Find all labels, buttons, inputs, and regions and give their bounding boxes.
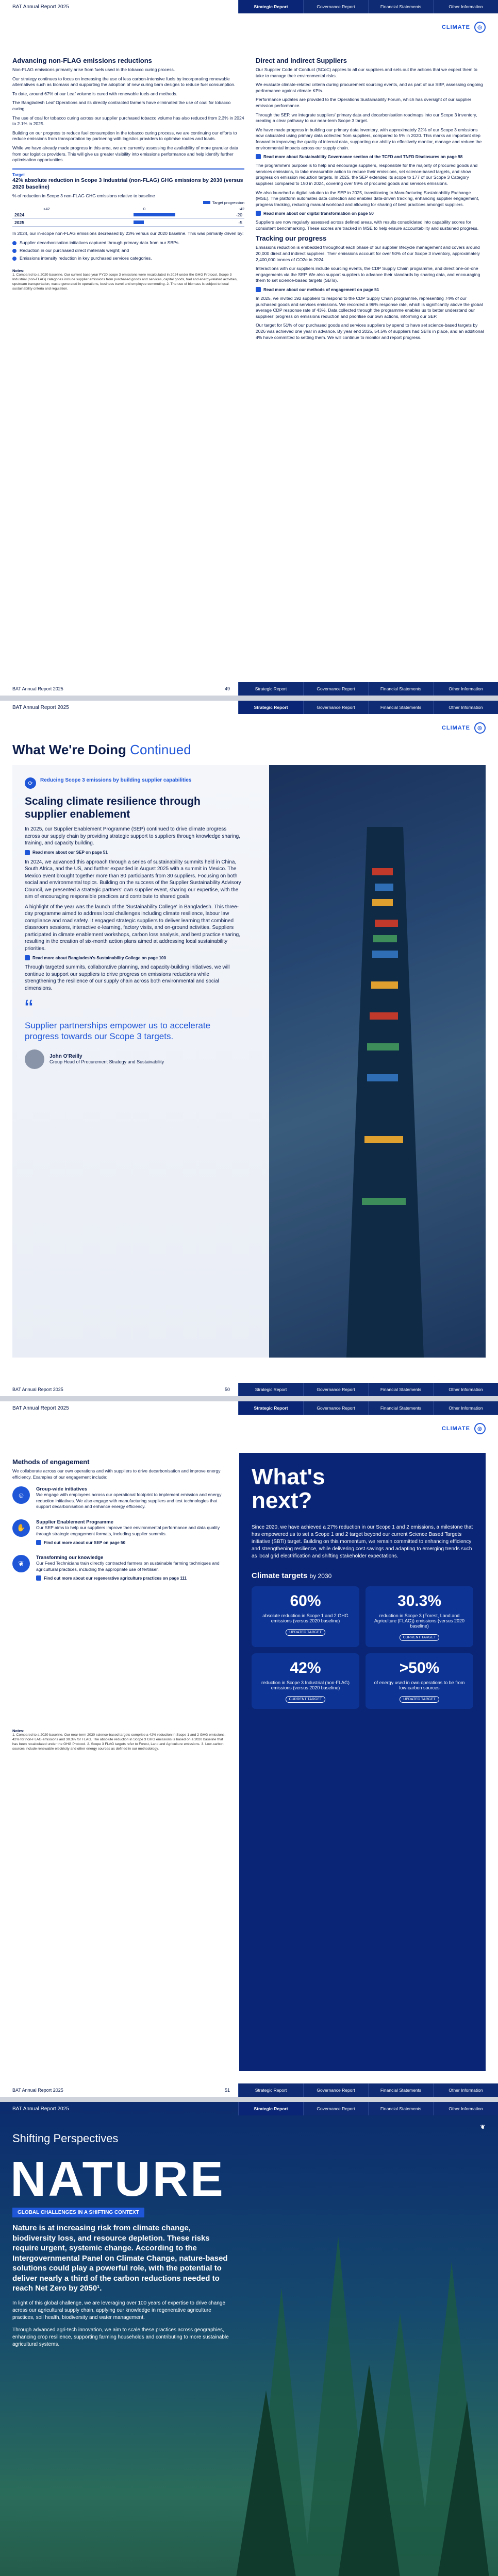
paragraph: In light of this global challenge, we are leveraging over 100 years of expertise to drive change across our agricultural supply chain, applying our knowledge in regenerative agriculture practices, soil health, biodiversity and water management.: [12, 2300, 226, 2320]
paragraph: While we have already made progress in this area, we are currently assessing the availability of more granular data from our logistics providers. This will give us greater visibility into emissions performance and help identify further optimisation opportunities.: [12, 145, 239, 163]
globe-icon: ◎: [474, 722, 486, 734]
paragraph: Suppliers are now regularly assessed across defined areas, with results consolidated into capability scores for consistent benchmarking. These scores are tracked in MSE to help ensure accountability and sustained progress.: [256, 219, 479, 231]
nav-strategic-report[interactable]: Strategic Report: [238, 2102, 303, 2115]
progress-bar-2025: [134, 221, 144, 224]
engagement-column: [12, 1458, 229, 1752]
section-heading: Methods of engagement: [12, 1458, 90, 1466]
badge-text: Reducing Scope 3 emissions by building supplier capabilities: [40, 777, 192, 783]
progress-bar-2024: [134, 213, 175, 216]
link-text: Find out more about our SEP on page 50: [44, 1540, 126, 1545]
target-card: [366, 1653, 473, 1709]
read-more-link[interactable]: [36, 1540, 229, 1545]
item-title: Supplier Enablement Programme: [36, 1519, 113, 1525]
notes: [12, 1728, 229, 1751]
link-text: Read more about Bangladesh's Sustainability College on page 100: [32, 955, 167, 960]
feature-text: [25, 777, 241, 1069]
bullet-icon: [12, 249, 16, 253]
report-title: BAT Annual Report 2025: [12, 686, 63, 691]
card-tag: UPDATED TARGET: [400, 1696, 439, 1703]
item-desc: We engage with employees across our operational footprint to implement emission and energy reduction initiatives. We also engage with manufacturing suppliers and test technologies that support decarbonisation and enhance energy efficiency.: [36, 1492, 222, 1510]
nav-financial-statements[interactable]: Financial Statements: [368, 0, 433, 13]
forest-image: [209, 2133, 498, 2576]
paragraph: A highlight of the year was the launch of the 'Sustainability College' in Bangladesh. This three-day programme aimed to address local challenges including climate resilience, labour law compliance and road safety. It engaged strategic suppliers to deliver learning that combined classroom sessions, interactive e-learning, factory visits, and on-ground activities. Suppliers participated in climate enablement workshops, carbon loss analysis, and best practice sharing, resulting in the creation of six-month action plans aimed at addressing local sustainability priorities.: [25, 904, 240, 952]
report-title: BAT Annual Report 2025: [12, 1387, 63, 1392]
nav-governance-report[interactable]: Governance Report: [303, 2083, 368, 2097]
handshake-icon: ✋: [12, 1519, 30, 1537]
nav-strategic-report[interactable]: Strategic Report: [238, 2083, 303, 2097]
nav-other-information[interactable]: Other Information: [433, 2102, 498, 2115]
globe-icon: ◎: [474, 1423, 486, 1434]
ship-illustration: [269, 765, 486, 1358]
card-value: 42%: [290, 1659, 321, 1677]
card-tag: CURRENT TARGET: [400, 1634, 440, 1641]
paragraph: Building on our progress to reduce fuel consumption in the tobacco curing process, we are continuing our efforts to reduce emissions from transportation by partnering with logistics providers to optimise routes and loads.: [12, 130, 237, 142]
link-icon: [256, 287, 261, 292]
card-text: of energy used in own operations to be from low-carbon sources: [374, 1680, 465, 1691]
target-subtitle: % of reduction in Scope 3 non-FLAG GHG emissions relative to baseline: [12, 193, 155, 198]
nav-other-information[interactable]: Other Information: [433, 701, 498, 714]
page-footer: [0, 1383, 498, 1396]
notes: [12, 268, 244, 291]
paragraph: Through targeted summits, collaborative planning, and capacity-building initiatives, we will continue to support our suppliers to drive progress on emissions reductions while strengthening the resilience of our supply chain across both environmental and social dimensions.: [25, 964, 230, 991]
quote-icon: “: [25, 995, 33, 1023]
climate-label: CLIMATE: [441, 725, 470, 731]
page-climate-49: [0, 0, 498, 696]
page-footer: [0, 682, 498, 696]
nav-governance-report[interactable]: Governance Report: [303, 2102, 368, 2115]
globe-icon: ◎: [474, 22, 486, 33]
row-bar-cell: [43, 211, 224, 219]
row-value: -20: [224, 211, 244, 219]
bullet: [12, 248, 244, 253]
table-row: [12, 211, 244, 219]
page-number: 51: [224, 2088, 230, 2093]
axis-tick: +42: [43, 207, 50, 211]
card-tag: CURRENT TARGET: [286, 1696, 326, 1703]
nav-governance-report[interactable]: Governance Report: [303, 682, 368, 696]
target-table: [12, 211, 244, 227]
target-card: [252, 1586, 359, 1647]
nav-other-information[interactable]: Other Information: [433, 682, 498, 696]
paragraph: Through the SEP, we integrate suppliers' primary data and decarbonisation roadmaps into our Scope 3 inventory, creating a clear pathway to our near-term Scope 3 target.: [256, 112, 477, 124]
paragraph: In 2025, our Supplier Enablement Programme (SEP) continued to drive climate progress across our supply chain by providing strategic support to suppliers through knowledge sharing, training, and capacity building.: [25, 826, 241, 846]
avatar: [25, 1049, 44, 1069]
badge-row: [25, 777, 241, 789]
whats-next-panel: [239, 1453, 486, 2071]
item-desc: Our Feed Technicians train directly contracted farmers on sustainable farming techniques and agricultural practices, including the appropriate use of fertiliser.: [36, 1561, 220, 1572]
climate-label: CLIMATE: [441, 1426, 470, 1432]
paragraph: Our strategy continues to focus on increasing the use of less carbon-intensive fuels by incorporating renewable alternatives such as biomass and supporting the adoption of new curing barn designs to reduce fuel consumption.: [12, 76, 236, 88]
top-nav: [238, 0, 498, 13]
paragraph: Through advanced agri-tech innovation, we aim to scale these practices across geographies, enhancing crop resilience, supporting farming households and contributing to more sustainable agricultural systems.: [12, 2327, 229, 2347]
paragraph: Interactions with our suppliers include sourcing events, the CDP Supply Chain programme, and direct one-on-one engagements via the SEP. We also support suppliers to advance their standards by sharing data, and encouraging them to set science-based targets (SBTs).: [256, 266, 480, 283]
nature-heading: NATURE: [10, 2151, 225, 2207]
bullet-text: Supplier decarbonisation initiatives captured through primary data from our SBPs.: [20, 240, 180, 245]
engagement-item: [12, 1486, 229, 1513]
page-climate-50: [0, 701, 498, 1396]
nav-governance-report[interactable]: Governance Report: [303, 0, 368, 13]
link-text: Read more about Sustainability Governance section of the TCFD and TNFD Disclosures on page 98: [263, 154, 463, 159]
read-more-link[interactable]: [256, 154, 486, 159]
ct-label: Climate targets: [252, 1571, 308, 1581]
nav-financial-statements[interactable]: Financial Statements: [368, 1401, 433, 1415]
row-year: 2024: [12, 211, 43, 219]
quote-text: Supplier partnerships empower us to accelerate progress towards our Scope 3 targets.: [25, 1021, 211, 1042]
nav-other-information[interactable]: Other Information: [433, 1401, 498, 1415]
axis-tick: 0: [143, 207, 146, 211]
link-icon: [25, 955, 30, 960]
page-title: Shifting Perspectives: [12, 2132, 119, 2145]
whats-next-heading: [252, 1465, 473, 1513]
read-more-link[interactable]: [256, 211, 486, 216]
author-role: Group Head of Procurement Strategy and Sustainability: [49, 1059, 164, 1065]
whats-next-text: Since 2020, we have achieved a 27% reduction in our Scope 1 and 2 emissions, a milestone that has empowered us to set a Scope 1 and 2 target beyond our current Science Based Targets initiative (SBTi) target. Building on this momentum, we remain committed to enhancing efficiency and strengthening resilience, while delivering cost savings and adapting to emerging trends such as local grid electrification and shifting stakeholder expectations.: [252, 1524, 473, 1560]
nature-text: [12, 2223, 229, 2348]
page-title: [12, 742, 191, 758]
legend-label: Target progression: [212, 200, 244, 205]
paragraph: We collaborate across our own operations and with suppliers to drive decarbonisation and improve energy efficiency. Examples of our engagement include:: [12, 1468, 221, 1480]
paragraph: In 2024, we advanced this approach through a series of sustainability summits held in China, South Africa, and the US, and further expanded in August 2025 with a summit in Mexico. The Mexico event brought together more than 80 participants from 30 suppliers. Focusing on both social and environmental topics. Building on the success of the Supplier Sustainability Advisory Council, we presented a strategic partners' own supplier event, sharing our expertise, with the aim of encouraging responsible practices and contribute to shared goals.: [25, 859, 241, 900]
card-text: absolute reduction in Scope 1 and 2 GHG emissions (versus 2020 baseline): [262, 1613, 348, 1624]
feature-heading: Scaling climate resilience through supplier enablement: [25, 795, 201, 821]
chart-legend: [12, 200, 244, 205]
bullet: [12, 240, 244, 246]
lead-paragraph: Nature is at increasing risk from climate change, biodiversity loss, and resource depletion. These risks require urgent, systemic change. According to the Intergovernmental Panel on Climate Change, nature-based solutions could play a powerful role, with the potential to deliver nearly a third of the carbon reductions needed to reach Net Zero by 2050¹.: [12, 2224, 228, 2293]
targets-grid: [252, 1586, 473, 1709]
card-value: 60%: [290, 1592, 321, 1610]
link-icon: [36, 1540, 41, 1545]
people-icon: ☺: [12, 1486, 30, 1504]
nav-other-information[interactable]: Other Information: [433, 1383, 498, 1396]
read-more-link[interactable]: [25, 955, 241, 960]
ct-by: by 2030: [309, 1572, 332, 1580]
nav-strategic-report[interactable]: Strategic Report: [238, 682, 303, 696]
heading-line: next?: [252, 1488, 312, 1514]
report-title: BAT Annual Report 2025: [12, 704, 69, 710]
section-heading: Advancing non-FLAG emissions reductions: [12, 57, 152, 64]
card-value: 30.3%: [397, 1592, 442, 1610]
ribbon: GLOBAL CHALLENGES IN A SHIFTING CONTEXT: [12, 2208, 144, 2217]
paragraph: We also launched a digital solution to the SEP in 2025, transitioning to Manufacturing Sustainability Exchange (MSE). The platform automates data collection and enables data-driven tracking, enhancing supplier engagement, progress tracking, reducing manual workload and allowing for sharing of best practices amongst suppliers.: [256, 190, 479, 207]
row-bar-cell: [43, 219, 224, 227]
page-header: [0, 701, 498, 714]
paragraph: The use of coal for tobacco curing across our supplier purchased tobacco volume has also reduced from 2.3% in 2024 to 2.1% in 2025.: [12, 115, 244, 127]
link-icon: [25, 850, 30, 855]
table-row: [12, 219, 244, 227]
link-text: Find out more about our regenerative agriculture practices on page 111: [44, 1575, 187, 1581]
climate-targets-heading: [252, 1571, 473, 1580]
author-name: John O'Reilly: [49, 1054, 82, 1060]
target-label: Target: [12, 172, 25, 177]
nav-financial-statements[interactable]: Financial Statements: [368, 2102, 433, 2115]
heading-line: What's: [252, 1464, 325, 1489]
right-column: [256, 57, 486, 344]
title-continued: Continued: [130, 742, 191, 757]
nav-other-information[interactable]: Other Information: [433, 0, 498, 13]
nav-other-information[interactable]: Other Information: [433, 2083, 498, 2097]
page-header: [0, 0, 498, 13]
recycle-icon: ⟳: [25, 777, 36, 789]
climate-tag: [442, 22, 486, 33]
section-heading: Tracking our progress: [256, 234, 327, 243]
nav-financial-statements[interactable]: Financial Statements: [368, 701, 433, 714]
nav-governance-report[interactable]: Governance Report: [303, 1401, 368, 1415]
cargo-ship-image: [269, 765, 486, 1358]
leaf-icon: ❦: [480, 2124, 486, 2130]
paragraph: Our Supplier Code of Conduct (SCoC) applies to all our suppliers and sets out the actions that we expect them to take to manage their environmental risks.: [256, 67, 477, 78]
chart-axis: [12, 207, 244, 211]
nav-governance-report[interactable]: Governance Report: [303, 1383, 368, 1396]
top-nav: [238, 1401, 498, 1415]
nav-strategic-report[interactable]: Strategic Report: [238, 701, 303, 714]
nav-strategic-report[interactable]: Strategic Report: [238, 1383, 303, 1396]
row-value: -5: [224, 219, 244, 227]
paragraph: To date, around 67% of our Leaf volume is cured with renewable fuels and methods.: [12, 91, 178, 96]
card-text: reduction in Scope 3 Industrial (non-FLAG) emissions (versus 2020 baseline): [261, 1680, 350, 1691]
paragraph: Our target for 51% of our purchased goods and services suppliers by spend to have set science-based targets by 2026 was achieved one year in advance. By year end 2025, 54.5% of suppliers had SBTs in place, and an additional 4% have committed to setting them. We will continue to monitor and report progress.: [256, 323, 484, 340]
nav-financial-statements[interactable]: Financial Statements: [368, 1383, 433, 1396]
item-title: Transforming our knowledge: [36, 1555, 104, 1561]
leaf-icon: ❦: [12, 1555, 30, 1572]
read-more-link[interactable]: [36, 1575, 229, 1581]
notes-label: Notes:: [12, 268, 25, 274]
page-header: [0, 1401, 498, 1415]
bullet-icon: [12, 241, 16, 245]
paragraph: In 2025, we invited 192 suppliers to respond to the CDP Supply Chain programme, representing 74% of our purchased goods and services emissions. We recorded a 96% response rate, which is significantly above the global average CDP response rate of 43%. Data collected through the programme enables us to better understand our suppliers' progress on emissions reduction and prioritise our own actions, informing our SEP.: [256, 296, 483, 319]
nav-strategic-report[interactable]: Strategic Report: [238, 0, 303, 13]
notes-text: 1. Compared to a 2020 baseline. Our near-term 2030 science-based targets comprise a 42% reduction in Scope 1 and 2 GHG emissions, 42% for non-FLAG emissions and 30.3% for FLAG. The absolute reduction in Scope 3 GHG emissions is based on a 2020 baseline that has been recalculated under the GHG Protocol. 2. Scope 3 FLAG targets refer to Forest, Land and Agriculture emissions. 3. Low-carbon sources include renewable electricity and other energy sources as defined in our methodology.: [12, 1733, 226, 1751]
read-more-link[interactable]: [256, 287, 486, 292]
paragraph: Emissions reduction is embedded throughout each phase of our supplier lifecycle management and covers around 20,000 direct and indirect suppliers. Their emissions account for over 50% of our Scope 3 inventory, approximately 2,400,000 tonnes of CO2e in 2024.: [256, 245, 480, 262]
nav-financial-statements[interactable]: Financial Statements: [368, 682, 433, 696]
link-icon: [256, 154, 261, 159]
nav-governance-report[interactable]: Governance Report: [303, 701, 368, 714]
bullet-text: Emissions intensity reduction in key purchased services categories.: [20, 255, 152, 261]
nav-strategic-report[interactable]: Strategic Report: [238, 1401, 303, 1415]
quote-author: [25, 1049, 241, 1069]
target-box: [12, 168, 244, 227]
row-year: 2025: [12, 219, 43, 227]
title-main: What We're Doing: [12, 742, 126, 757]
bottom-nav: [238, 682, 498, 696]
page-number: 49: [224, 686, 230, 691]
paragraph: Performance updates are provided to the Operations Sustainability Forum, which has oversight of our supplier emission performance.: [256, 97, 471, 108]
card-tag: UPDATED TARGET: [286, 1629, 325, 1636]
left-column: [12, 57, 244, 291]
card-value: >50%: [399, 1659, 440, 1677]
legend-swatch: [203, 201, 210, 204]
notes-label: Notes:: [12, 1728, 25, 1734]
paragraph: The programme's purpose is to help and encourage suppliers, responsible for the majority of procured goods and services emissions, to take measurable action to reduce their emissions, set science-based targets, and show progress on emission reduction targets. In 2025, the SEP extended its scope to 177 of our Scope 3 Category suppliers compared to 150 in 2024, covering over 59% of procured goods and services emissions.: [256, 163, 478, 186]
bullet-icon: [12, 257, 16, 261]
top-nav: [238, 2102, 498, 2115]
report-title: BAT Annual Report 2025: [12, 2088, 63, 2093]
page-number: 50: [224, 1387, 230, 1392]
paragraph: We evaluate climate-related criteria during procurement sourcing events, and as part of our SBP, assessing ongoing performance against climate KPIs.: [256, 82, 483, 93]
item-desc: Our SEP aims to help our suppliers improve their environmental performance and data quality through strategic engagement formats, including supplier summits.: [36, 1524, 220, 1536]
report-title: BAT Annual Report 2025: [12, 2106, 69, 2112]
section-heading: Direct and Indirect Suppliers: [256, 57, 347, 64]
nature-tag: [480, 2124, 486, 2130]
link-icon: [256, 211, 261, 216]
nav-financial-statements[interactable]: Financial Statements: [368, 2083, 433, 2097]
bullet-text: Reduction in our purchased direct materials weight; and: [20, 247, 129, 253]
page-climate-51: [0, 1401, 498, 2097]
climate-tag: [442, 1423, 486, 1434]
link-text: Read more about our SEP on page 51: [32, 850, 108, 855]
target-card: [366, 1586, 473, 1647]
report-title: BAT Annual Report 2025: [12, 4, 69, 10]
target-card: [252, 1653, 359, 1709]
engagement-item: [12, 1555, 229, 1584]
paragraph: The Bangladesh Leaf Operations and its directly contracted farmers have eliminated the use of coal for tobacco curing.: [12, 100, 231, 111]
link-text: Read more about our methods of engagement on page 51: [263, 287, 379, 292]
card-text: reduction in Scope 3 (Forest, Land and Agriculture (FLAG)) emissions (versus 2020 baseline): [374, 1613, 465, 1629]
engagement-item: [12, 1519, 229, 1549]
item-title: Group-wide initiatives: [36, 1486, 88, 1493]
link-text: Read more about our digital transformation on page 50: [263, 211, 374, 216]
feature-panel: [12, 765, 486, 1358]
bottom-nav: [238, 2083, 498, 2097]
target-heading: 42% absolute reduction in Scope 3 Industrial (non-FLAG) GHG emissions by 2030 (versus 2020 baseline): [12, 177, 243, 191]
paragraph: In 2024, our in-scope non-FLAG emissions decreased by 23% versus our 2020 baseline. This was primarily driven by:: [12, 231, 244, 236]
notes-text: 1. Compared to a 2020 baseline. Our current base year FY20 scope 3 emissions were recalculated in 2024 under the GHG Protocol. Scope 3 Industrial (non-FLAG) categories include supplier emissions from purchased goods and services, capital goods, fuel and energy-related activities, upstream transportation, waste generated in operations, business travel and employee commuting. 2. The use of biomass is subject to local sustainability criteria and regulation.: [12, 273, 238, 291]
top-nav: [238, 701, 498, 714]
climate-tag: [442, 722, 486, 734]
page-footer: [0, 2083, 498, 2097]
bottom-nav: [238, 1383, 498, 1396]
paragraph: Non-FLAG emissions primarily arise from fuels used in the tobacco curing process.: [12, 67, 175, 72]
link-icon: [36, 1575, 41, 1581]
axis-tick: -42: [239, 207, 244, 211]
bullet: [12, 256, 244, 261]
paragraph: We have made progress in building our primary data inventory, with approximately 22% of our Scope 3 emissions now calculated using primary data collected from suppliers, compared to 5% in 2020. This marks an important step forward in improving the quality of internal data, supporting our ability to effectively monitor, manage and reduce the environmental impacts across our supply chain.: [256, 127, 482, 150]
page-nature-52: [0, 2102, 498, 2576]
page-header: [0, 2102, 498, 2115]
read-more-link[interactable]: [25, 850, 241, 855]
report-title: BAT Annual Report 2025: [12, 1405, 69, 1411]
climate-label: CLIMATE: [441, 24, 470, 30]
